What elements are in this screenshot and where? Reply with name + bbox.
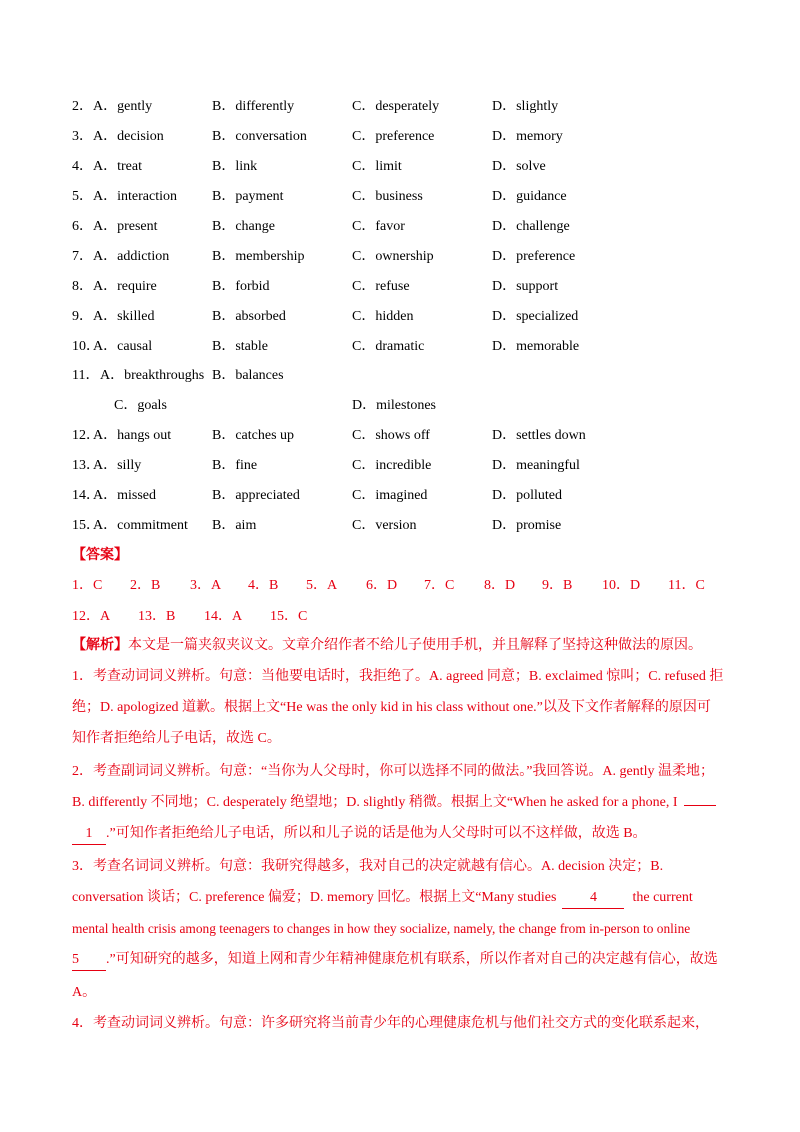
option-d: D．support	[492, 279, 559, 294]
option-d: D．slightly	[492, 99, 559, 114]
option-c: C．dramatic	[352, 339, 425, 354]
option-b: B．aim	[212, 518, 257, 533]
question-number: 8．	[72, 279, 93, 294]
option-d: D．specialized	[492, 309, 579, 324]
analysis-intro: 本文是一篇夹叙夹议文。文章介绍作者不给儿子使用手机，并且解释了坚持这种做法的原因。	[128, 638, 702, 653]
analysis-intro-line	[72, 636, 734, 656]
analysis-p2-line2	[72, 793, 734, 813]
question-number: 5．	[72, 189, 93, 204]
option-c: C．business	[352, 189, 423, 204]
question-number: 10．	[72, 339, 100, 354]
question-number: 9．	[72, 309, 93, 324]
option-c: C．hidden	[352, 309, 414, 324]
option-a: A．causal	[93, 339, 153, 354]
answer-blank	[684, 805, 716, 806]
option-a: A．interaction	[93, 189, 177, 204]
option-d: D．preference	[492, 249, 576, 264]
option-b: B．appreciated	[212, 488, 300, 503]
option-a: A．decision	[93, 129, 164, 144]
analysis-p4-line1: 4．考查动词词义辨析。句意：许多研究将当前青少年的心理健康危机与他们社交方式的变化联系起来，	[72, 1016, 709, 1031]
option-b: B．payment	[212, 189, 284, 204]
option-c: C．incredible	[352, 458, 432, 473]
option-b: B．differently	[212, 99, 295, 114]
answer-item: 11．C	[668, 578, 705, 593]
answer-item: 8．D	[484, 578, 516, 593]
option-d: D．guidance	[492, 189, 567, 204]
answer-item: 4．B	[248, 578, 279, 593]
analysis-p3-line4	[72, 950, 734, 970]
answer-item: 5．A	[306, 578, 338, 593]
analysis-p3-line5: A。	[72, 985, 97, 1000]
question-number: 12．	[72, 428, 100, 443]
option-b: B．forbid	[212, 279, 270, 294]
question-number: 14．	[72, 488, 100, 503]
option-b: B．conversation	[212, 129, 307, 144]
analysis-p3-line2-text: conversation 谈话；C. preference 偏爱；D. memory 回忆。根据上文“Many studies	[72, 890, 557, 905]
answer-item: 13．B	[138, 609, 176, 624]
question-number: 6．	[72, 219, 93, 234]
option-c: C．favor	[352, 219, 405, 234]
answer-item: 15．C	[270, 609, 308, 624]
answer-item: 12．A	[72, 609, 111, 624]
answer-heading: 【答案】	[72, 548, 128, 563]
option-c: C．desperately	[352, 99, 440, 114]
option-a: A．skilled	[93, 309, 155, 324]
option-a: A．silly	[93, 458, 142, 473]
option-a: A．present	[93, 219, 158, 234]
answer-item: 10．D	[602, 578, 641, 593]
analysis-p3-line2-rest: the current	[632, 890, 693, 905]
analysis-p2-line1: 2．考查副词词义辨析。句意：“当你为人父母时，你可以选择不同的做法。”我回答说。A. gently 温柔地；	[72, 764, 715, 779]
option-a: A．missed	[93, 488, 156, 503]
option-b: B．fine	[212, 458, 258, 473]
answer-item: 14．A	[204, 609, 243, 624]
option-a: A．addiction	[93, 249, 170, 264]
analysis-p3-line4-text: .”可知研究的越多，知道上网和青少年精神健康危机有联系，所以作者对自己的决定越有信心，故选	[106, 952, 718, 967]
option-a: A．require	[93, 279, 157, 294]
option-d: D．memory	[492, 129, 563, 144]
option-b: B．balances	[212, 368, 284, 383]
analysis-p1-line1: 1．考查动词词义辨析。句意：当他要电话时，我拒绝了。A. agreed 同意；B. exclaimed 惊叫；C. refused 拒	[72, 669, 724, 684]
analysis-p1-line2: 绝；D. apologized 道歉。根据上文“He was the only kid in his class without one.”以及下文作者解释的原因可	[72, 700, 711, 715]
answer-item: 7．C	[424, 578, 455, 593]
option-d: D．promise	[492, 518, 562, 533]
option-b: B．absorbed	[212, 309, 286, 324]
analysis-p3-line3: mental health crisis among teenagers to changes in how they socialize, namely, the change from in-person to online	[72, 921, 691, 936]
option-c: C．refuse	[352, 279, 410, 294]
option-b: B．change	[212, 219, 275, 234]
analysis-p2-line2-text: B. differently 不同地；C. desperately 绝望地；D. slightly 稍微。根据上文“When he asked for a phone, I	[72, 795, 678, 810]
analysis-p2-line3	[72, 824, 734, 844]
option-d: D．polluted	[492, 488, 562, 503]
option-a: A．gently	[93, 99, 153, 114]
option-c: C．ownership	[352, 249, 434, 264]
analysis-p3-line1: 3．考查名词词义辨析。句意：我研究得越多，我对自己的决定就越有信心。A. decision 决定；B.	[72, 859, 664, 874]
question-number: 4．	[72, 159, 93, 174]
option-d: D．challenge	[492, 219, 570, 234]
question-number: 15．	[72, 518, 100, 533]
option-c: C．goals	[114, 398, 167, 413]
option-d: D．settles down	[492, 428, 586, 443]
answer-item: 2．B	[130, 578, 161, 593]
option-b: B．membership	[212, 249, 305, 264]
answer-item: 3．A	[190, 578, 222, 593]
analysis-p2-line3-text: .”可知作者拒绝给儿子电话，所以和儿子说的话是他为人父母时可以不这样做，故选 B。	[106, 826, 647, 841]
question-number: 13．	[72, 458, 100, 473]
answer-item: 1．C	[72, 578, 103, 593]
question-number: 3．	[72, 129, 93, 144]
option-a: A．treat	[93, 159, 142, 174]
option-a: A．hangs out	[93, 428, 172, 443]
option-b: B．stable	[212, 339, 268, 354]
option-d: D．milestones	[352, 398, 436, 413]
option-c: C．imagined	[352, 488, 428, 503]
answer-item: 9．B	[542, 578, 573, 593]
option-c: C．preference	[352, 129, 435, 144]
option-a: A．commitment	[93, 518, 188, 533]
answer-blank-1: 1	[72, 824, 106, 845]
option-d: D．solve	[492, 159, 546, 174]
analysis-heading: 【解析】	[72, 638, 128, 653]
answer-blank-5: 5	[72, 950, 106, 971]
option-b: B．catches up	[212, 428, 295, 443]
option-d: D．memorable	[492, 339, 580, 354]
option-b: B．link	[212, 159, 258, 174]
option-d: D．meaningful	[492, 458, 580, 473]
analysis-p3-line2	[72, 888, 734, 908]
answer-blank-4: 4	[562, 888, 624, 909]
option-a: A．breakthroughs	[100, 368, 205, 383]
option-c: C．shows off	[352, 428, 430, 443]
option-c: C．version	[352, 518, 417, 533]
question-number: 11．	[72, 368, 100, 383]
option-c: C．limit	[352, 159, 402, 174]
answer-item: 6．D	[366, 578, 398, 593]
analysis-p1-line3: 知作者拒绝给儿子电话，故选 C。	[72, 731, 281, 746]
question-number: 2．	[72, 99, 93, 114]
question-number: 7．	[72, 249, 93, 264]
